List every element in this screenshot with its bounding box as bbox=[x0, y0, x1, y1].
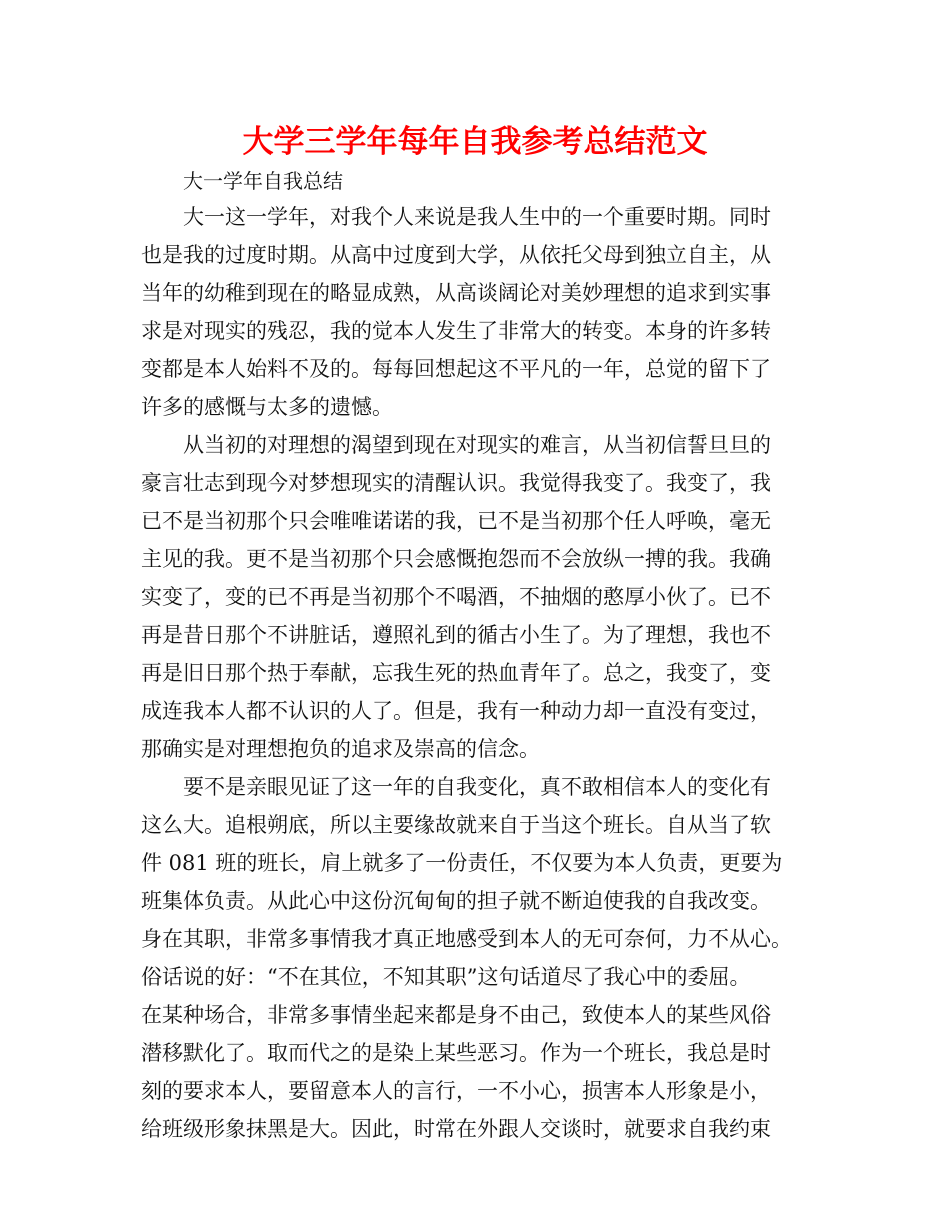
paragraph-line: 给班级形象抹黑是大。因此，时常在外跟人交谈时，就要求自我约束 bbox=[141, 1117, 771, 1141]
paragraph-line: 那确实是对理想抱负的追求及崇高的信念。 bbox=[141, 737, 540, 761]
paragraph-line: 再是昔日那个不讲脏话，遵照礼到的循古小生了。为了理想，我也不 bbox=[141, 623, 771, 647]
paragraph-line: 求是对现实的残忍，我的觉本人发生了非常大的转变。本身的许多转 bbox=[141, 319, 771, 343]
section-heading: 大一学年自我总结 bbox=[183, 169, 343, 193]
paragraph-line: 也是我的过度时期。从高中过度到大学，从依托父母到独立自主，从 bbox=[141, 243, 771, 267]
paragraph-line: 许多的感慨与太多的遗憾。 bbox=[141, 395, 393, 419]
paragraph-line: 在某种场合，非常多事情坐起来都是身不由己，致使本人的某些风俗 bbox=[141, 1003, 771, 1027]
paragraph-line: 从当初的对理想的渴望到现在对现实的难言，从当初信誓旦旦的 bbox=[183, 433, 771, 457]
paragraph-line: 再是旧日那个热于奉献，忘我生死的热血青年了。总之，我变了，变 bbox=[141, 661, 771, 685]
paragraph-line: 班集体负责。从此心中这份沉甸甸的担子就不断迫使我的自我改变。 bbox=[141, 889, 771, 913]
paragraph-line: 实变了，变的已不再是当初那个不喝酒，不抽烟的憨厚小伙了。已不 bbox=[141, 585, 771, 609]
paragraph-line: 件 081 班的班长，肩上就多了一份责任，不仅要为本人负责，更要为 bbox=[141, 851, 783, 875]
paragraph-line: 刻的要求本人，要留意本人的言行，一不小心，损害本人形象是小， bbox=[141, 1079, 771, 1103]
paragraph-line: 潜移默化了。取而代之的是染上某些恶习。作为一个班长，我总是时 bbox=[141, 1041, 771, 1065]
paragraph-line: 大一这一学年，对我个人来说是我人生中的一个重要时期。同时 bbox=[183, 205, 771, 229]
document-title: 大学三学年每年自我参考总结范文 bbox=[242, 124, 708, 160]
paragraph-line: 俗话说的好：“不在其位，不知其职”这句话道尽了我心中的委屈。 bbox=[141, 965, 751, 989]
paragraph-line: 这么大。追根朔底，所以主要缘故就来自于当这个班长。自从当了软 bbox=[141, 813, 771, 837]
paragraph-line: 身在其职，非常多事情我才真正地感受到本人的无可奈何，力不从心。 bbox=[141, 927, 792, 951]
paragraph-line: 要不是亲眼见证了这一年的自我变化，真不敢相信本人的变化有 bbox=[183, 775, 771, 799]
paragraph-line: 已不是当初那个只会唯唯诺诺的我，已不是当初那个任人呼唤，毫无 bbox=[141, 509, 771, 533]
paragraph-line: 成连我本人都不认识的人了。但是，我有一种动力却一直没有变过， bbox=[141, 699, 771, 723]
paragraph-line: 豪言壮志到现今对梦想现实的清醒认识。我觉得我变了。我变了，我 bbox=[141, 471, 771, 495]
paragraph-line: 变都是本人始料不及的。每每回想起这不平凡的一年，总觉的留下了 bbox=[141, 357, 771, 381]
paragraph-line: 主见的我。更不是当初那个只会感慨抱怨而不会放纵一搏的我。我确 bbox=[141, 547, 771, 571]
paragraph-line: 当年的幼稚到现在的略显成熟，从高谈阔论对美妙理想的追求到实事 bbox=[141, 281, 771, 305]
